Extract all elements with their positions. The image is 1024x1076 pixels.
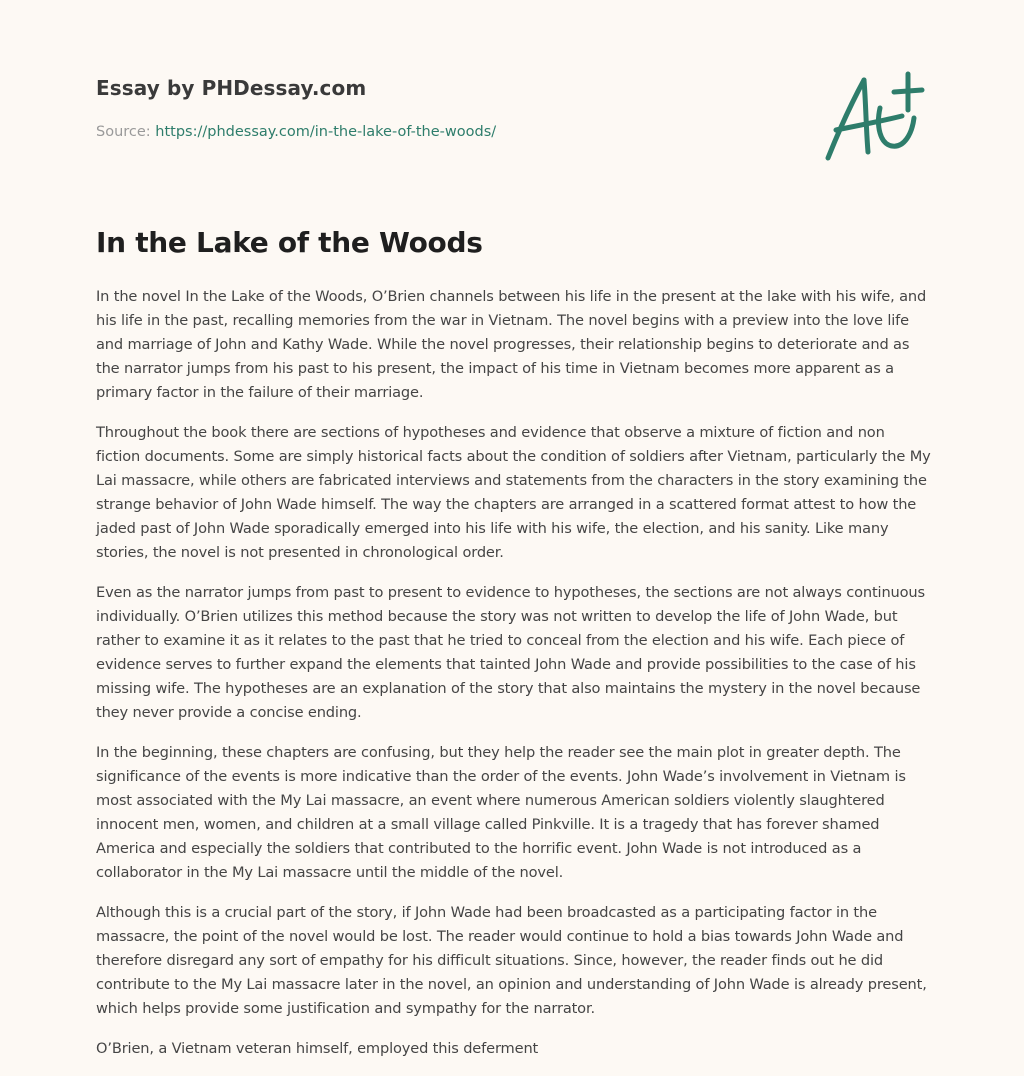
essay-paragraph: O’Brien, a Vietnam veteran himself, employed this deferment xyxy=(96,1040,539,1057)
source-line xyxy=(96,124,496,140)
essay-paragraph: Throughout the book there are sections of hypotheses and evidence that observe a mixture of fiction and non fiction documents. Some are simply historical facts about the condition of soldiers after Vietnam, particularly the My Lai massacre, while others are fabricated interviews and statements from the characters in the story examining the strange behavior of John Wade himself. The way the chapters are arranged in a scattered format attest to how the jaded past of John Wade sporadically emerged into his life with his wife, the election, and his sanity. Like many stories, the novel is not presented in chronological order. xyxy=(96,424,931,561)
a-plus-logo-icon xyxy=(822,66,932,166)
essay-paragraph: In the beginning, these chapters are confusing, but they help the reader see the main plot in greater depth. The significance of the events is more indicative than the order of the events. John Wade’s involvement in Vietnam is most associated with the My Lai massacre, an event where numerous American soldiers violently slaughtered innocent men, women, and children at a small village called Pinkville. It is a tragedy that has forever shamed America and especially the soldiers that contributed to the horrific event. John Wade is not introduced as a collaborator in the My Lai massacre until the middle of the novel. xyxy=(96,744,906,881)
essay-title: In the Lake of the Woods xyxy=(96,226,483,259)
essay-paragraph: In the novel In the Lake of the Woods, O’Brien channels between his life in the present at the lake with his wife, and his life in the past, recalling memories from the war in Vietnam. The novel begins with a preview into the love life and marriage of John and Kathy Wade. While the novel progresses, their relationship begins to deteriorate and as the narrator jumps from his past to his present, the impact of his time in Vietnam becomes more apparent as a primary factor in the failure of their marriage. xyxy=(96,288,927,401)
essay-body xyxy=(96,285,932,1076)
source-label: Source: xyxy=(96,124,156,140)
source-link[interactable]: https://phdessay.com/in-the-lake-of-the-woods/ xyxy=(155,124,497,140)
site-brand: Essay by PHDessay.com xyxy=(96,76,367,100)
essay-paragraph: Even as the narrator jumps from past to present to evidence to hypotheses, the sections are not always continuous individually. O’Brien utilizes this method because the story was not written to develop the life of John Wade, but rather to examine it as it relates to the past that he tried to conceal from the election and his wife. Each piece of evidence serves to further expand the elements that tainted John Wade and provide possibilities to the case of his missing wife. The hypotheses are an explanation of the story that also maintains the mystery in the novel because they never provide a concise ending. xyxy=(96,584,925,721)
essay-paragraph: Although this is a crucial part of the story, if John Wade had been broadcasted as a participating factor in the massacre, the point of the novel would be lost. The reader would continue to hold a bias towards John Wade and therefore disregard any sort of empathy for his difficult situations. Since, however, the reader finds out he did contribute to the My Lai massacre later in the novel, an opinion and understanding of John Wade is already present, which helps provide some justification and sympathy for the narrator. xyxy=(96,904,927,1017)
